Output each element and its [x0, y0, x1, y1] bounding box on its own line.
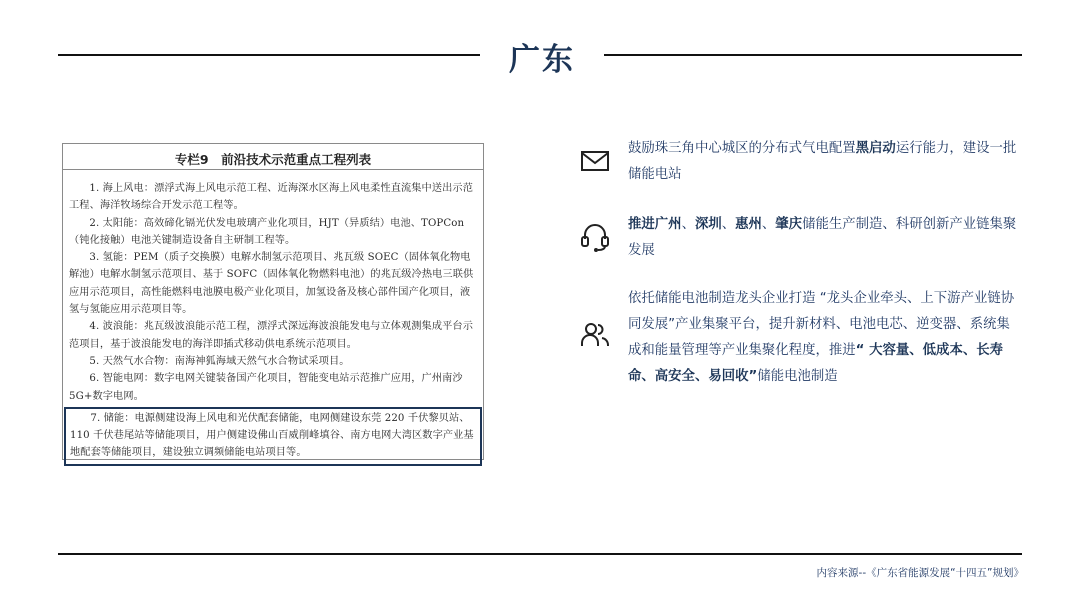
point-3-text-b: 储能电池制造	[757, 369, 838, 384]
highlighted-list-item: 7. 储能：电源侧建设海上风电和光伏配套储能，电网侧建设东莞 220 千伏黎贝站、110 千伏巷尾站等储能项目，用户侧建设佛山百威削峰填谷、南方电网大湾区数字产业基地配套等储能项目，建设独立调频储能电站项目等。	[64, 407, 482, 466]
page-title: 广东	[509, 42, 575, 78]
point-1-text-a: 鼓励珠三角中心城区的分布式气电配置	[628, 141, 856, 156]
city-guangzhou: 广州	[654, 217, 682, 232]
city-shenzhen: 深圳	[694, 217, 722, 232]
separator: 、	[761, 217, 776, 232]
point-2	[578, 212, 1018, 268]
point-3-text	[628, 286, 1018, 390]
headset-icon	[578, 220, 612, 254]
list-item: 1. 海上风电：漂浮式海上风电示范工程、近海深水区海上风电柔性直流集中送出示范工程、海洋牧场综合开发示范工程等。	[69, 183, 473, 212]
title-rule-left	[58, 54, 480, 56]
title-rule-right	[604, 54, 1022, 56]
separator: 、	[721, 217, 736, 232]
point-3-text-a: 依托储能电池制造龙头企业打造 “龙头企业牵头、上下游产业链协同发展”产业集聚平台，提升新材料、电池电芯、逆变器、系统集成和能量管理等产业集聚化程度，推进	[628, 291, 1015, 358]
list-item: 2. 太阳能：高效碲化镉光伏发电玻璃产业化项目，HJT（异质结）电池、TOPCon（钝化接触）电池关键制造设备自主研制工程等。	[69, 217, 465, 246]
point-3	[578, 286, 1018, 396]
city-huizhou: 惠州	[735, 217, 762, 232]
source-note: 内容来源--《广东省能源发展“十四五”规划》	[816, 567, 1024, 579]
point-1-bold: 黑启动	[855, 141, 896, 156]
point-2-prefix: 推进	[628, 217, 655, 232]
users-icon	[578, 318, 612, 352]
city-zhaoqing: 肇庆	[775, 217, 803, 232]
list-item: 5. 天然气水合物：南海神狐海域天然气水合物试采项目。	[89, 355, 350, 367]
separator: 、	[681, 217, 695, 232]
point-2-text	[628, 212, 1018, 264]
point-1	[578, 136, 1018, 192]
list-item: 3. 氢能：PEM（质子交换膜）电解水制氢示范项目、兆瓦级 SOEC（固体氧化物电解池）电解水制氢示范项目、基于 SOFC（固体氧化物燃料电池）的兆瓦级冷热电三联供应用示范项目，高性能燃料电池膜电极产业化项目，加氢设备及核心部件国产化项目，液氢与氢能应用示范项目等。	[69, 252, 474, 316]
point-1-text-b: 运行能力，建设一批储能电站	[628, 141, 1017, 182]
point-1-text	[628, 136, 1018, 188]
point-2-text-b: 储能生产制造、科研创新产业链集聚发展	[628, 217, 1017, 258]
document-title: 专栏9 前沿技术示范重点工程列表	[174, 152, 372, 167]
list-item: 4. 波浪能：兆瓦级波浪能示范工程，漂浮式深远海波浪能发电与立体观测集成平台示范项目，基于波浪能发电的海洋即插式移动供电系统示范项目。	[69, 321, 473, 350]
document-table	[62, 143, 484, 460]
list-item: 6. 智能电网：数字电网关键装备国产化项目，智能变电站示范推广应用，广州南沙 5G+数字电网。	[69, 373, 463, 402]
document-items	[63, 170, 483, 466]
mail-icon	[578, 144, 612, 178]
footer-rule	[58, 553, 1022, 555]
point-3-bold: “ 大容量、低成本、长寿命、高安全、易回收”	[628, 343, 1004, 384]
